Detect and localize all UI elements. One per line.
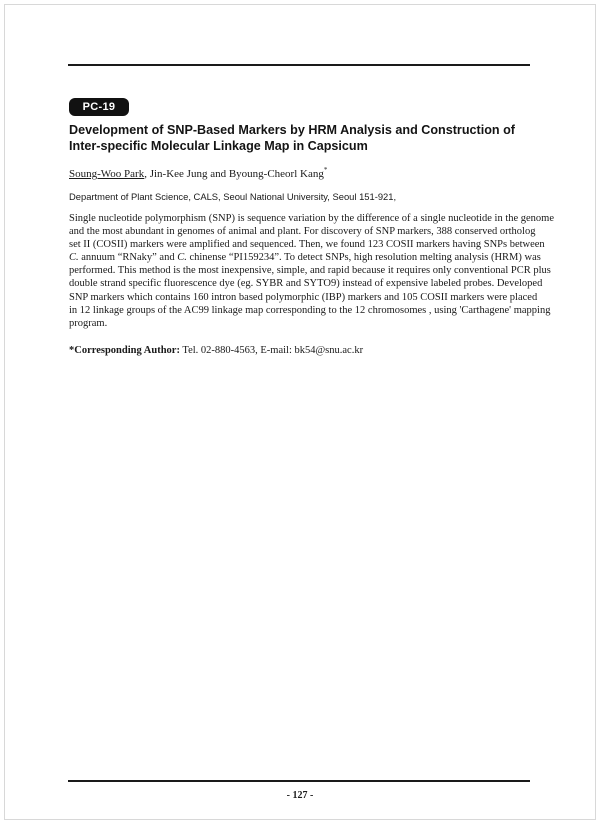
affiliation: Department of Plant Science, CALS, Seoul National University, Seoul 151-921, bbox=[69, 191, 397, 202]
corresponding-mark: * bbox=[323, 166, 328, 174]
bottom-rule bbox=[68, 780, 530, 782]
corresponding-contact: Tel. 02-880-4563, E-mail: bk54@snu.ac.kr bbox=[179, 345, 364, 356]
title-line-2: Inter-specific Molecular Linkage Map in Capsicum bbox=[69, 139, 368, 153]
abstract-line: double strand specific fluorescence dye (eg. SYBR and SYTO9) instead of expensive labeled probes. Developed bbox=[69, 278, 543, 290]
abstract-line: performed. This method is the most inexpensive, simple, and rapid because it requires only conventional PCR plus bbox=[69, 265, 551, 277]
page-number: - 127 - bbox=[286, 790, 314, 801]
abstract-line: C. annuum “RNaky” and C. chinense “PI159234”. To detect SNPs, high resolution melting analysis (HRM) was bbox=[69, 252, 541, 264]
author-list bbox=[69, 163, 539, 181]
top-rule bbox=[68, 64, 530, 66]
corresponding-author bbox=[69, 344, 539, 357]
abstract-line: and the most abundant in genomes of animal and plant. For discovery of SNP markers, 388 conserved ortholog bbox=[69, 226, 536, 238]
title-line-1: Development of SNP-Based Markers by HRM Analysis and Construction of bbox=[69, 123, 515, 137]
abstract-line: Single nucleotide polymorphism (SNP) is sequence variation by the difference of a single nucleotide in the genome bbox=[69, 213, 555, 224]
paper-title bbox=[69, 122, 539, 154]
abstract bbox=[69, 212, 555, 330]
abstract-line: SNP markers which contains 160 intron based polymorphic (IBP) markers and 105 COSII markers were placed bbox=[69, 291, 538, 303]
abstract-line: in 12 linkage groups of the AC99 linkage map corresponding to the 12 chromosomes , using 'Carthagene' mapping bbox=[69, 304, 551, 316]
abstract-line: set II (COSII) markers were amplified and sequenced. Then, we found 123 COSII markers having SNPs between bbox=[69, 239, 545, 251]
other-authors: , Jin-Kee Jung and Byoung-Cheorl Kang bbox=[144, 168, 324, 180]
corresponding-label: *Corresponding Author: bbox=[69, 345, 180, 356]
poster-id-badge: PC-19 bbox=[69, 98, 129, 116]
first-author: Soung-Woo Park bbox=[69, 168, 145, 180]
abstract-line: program. bbox=[69, 317, 108, 329]
